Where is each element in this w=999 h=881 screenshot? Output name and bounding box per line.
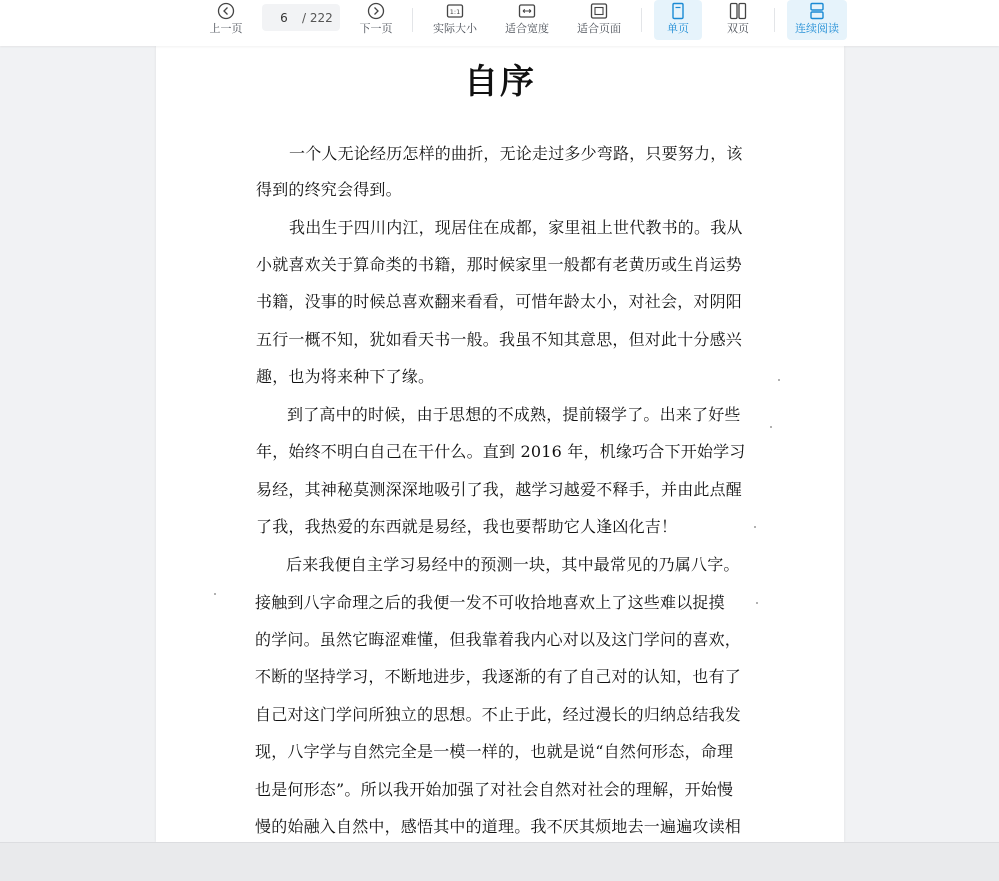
double-page-button[interactable] (716, 0, 760, 40)
prev-page-button[interactable] (205, 0, 247, 40)
text-line: 也是何形态”。所以我开始加强了对社会自然对社会的理解，开始慢 (255, 780, 734, 799)
text-line: 书籍，没事的时候总喜欢翻来看看，可惜年龄太小，对社会，对阴阳 (256, 292, 743, 311)
page-total: / 222 (302, 10, 333, 25)
scan-speck (214, 593, 216, 595)
toolbar-divider (412, 8, 413, 32)
continuous-reading-label: 连续阅读 (795, 22, 839, 35)
text-line: 易经，其神秘莫测深深地吸引了我，越学习越爱不释手，并由此点醒 (256, 480, 743, 499)
toolbar-divider (641, 8, 642, 32)
text-line: 得到的终究会得到。 (256, 180, 402, 199)
text-line: 我出生于四川内江，现居住在成都，家里祖上世代教书的。我从 (289, 218, 743, 237)
text-line: 五行一概不知，犹如看天书一般。我虽不知其意思，但对此十分感兴 (256, 330, 743, 349)
text-line: 不断的坚持学习，不断地进步，我逐渐的有了自己对的认知，也有了 (255, 667, 742, 686)
next-page-button[interactable] (355, 0, 397, 40)
continuous-reading-icon (807, 1, 827, 21)
text-line: 自己对这门学问所独立的思想。不止于此，经过漫长的归纳总结我发 (255, 705, 742, 724)
text-line: 慢的始融入自然中，感悟其中的道理。我不厌其烦地去一遍遍攻读相 (255, 817, 742, 836)
bottom-bar (0, 842, 999, 881)
single-page-button[interactable] (654, 0, 702, 40)
fit-page-button[interactable] (572, 0, 626, 40)
text-line: 现，八字学与自然完全是一模一样的，也就是说“自然何形态，命理 (255, 742, 734, 761)
page-title: 自序 (464, 62, 536, 102)
toolbar (0, 0, 999, 46)
document-viewer[interactable] (0, 46, 999, 842)
text-line: 年，始终不明白自己在干什么。直到 2016 年，机缘巧合下开始学习 (256, 442, 746, 461)
text-line: 的学问。虽然它晦涩难懂，但我靠着我内心对以及这门学问的喜欢， (255, 630, 742, 649)
single-page-label: 单页 (667, 22, 689, 35)
document-page (156, 46, 844, 842)
svg-text:1:1: 1:1 (449, 8, 461, 16)
text-line: 一个人无论经历怎样的曲折，无论走过多少弯路，只要努力，该 (289, 144, 743, 163)
actual-size-icon (445, 1, 465, 21)
double-page-label: 双页 (727, 22, 749, 35)
text-line: 后来我便自主学习易经中的预测一块，其中最常见的乃属八字。 (286, 555, 740, 574)
page-number-box (262, 4, 340, 31)
actual-size-label: 实际大小 (433, 22, 477, 35)
fit-width-button[interactable] (500, 0, 554, 40)
scan-speck (778, 379, 780, 381)
text-line: 了我，我热爱的东西就是易经，我也要帮助它人逢凶化吉！ (256, 517, 678, 536)
scan-speck (770, 426, 772, 428)
double-page-icon (728, 1, 748, 21)
fit-page-label: 适合页面 (577, 22, 621, 35)
text-line: 到了高中的时候，由于思想的不成熟，提前辍学了。出来了好些 (287, 405, 741, 424)
continuous-reading-button[interactable] (787, 0, 847, 40)
scan-speck (756, 602, 758, 604)
text-line: 小就喜欢关于算命类的书籍，那时候家里一般都有老黄历或生肖运势 (256, 255, 743, 274)
chevron-left-circle-icon (216, 1, 236, 21)
fit-width-icon (517, 1, 537, 21)
text-line: 趣，也为将来种下了缘。 (256, 367, 435, 386)
fit-page-icon (589, 1, 609, 21)
next-page-label: 下一页 (359, 22, 393, 35)
single-page-icon (668, 1, 688, 21)
prev-page-label: 上一页 (209, 22, 243, 35)
chevron-right-circle-icon (366, 1, 386, 21)
toolbar-divider (774, 8, 775, 32)
actual-size-button[interactable] (428, 0, 482, 40)
fit-width-label: 适合宽度 (505, 22, 549, 35)
text-line: 接触到八字命理之后的我便一发不可收拾地喜欢上了这些难以捉摸 (255, 593, 725, 612)
page-number-input[interactable]: 6 (280, 10, 288, 25)
scan-speck (754, 526, 756, 528)
